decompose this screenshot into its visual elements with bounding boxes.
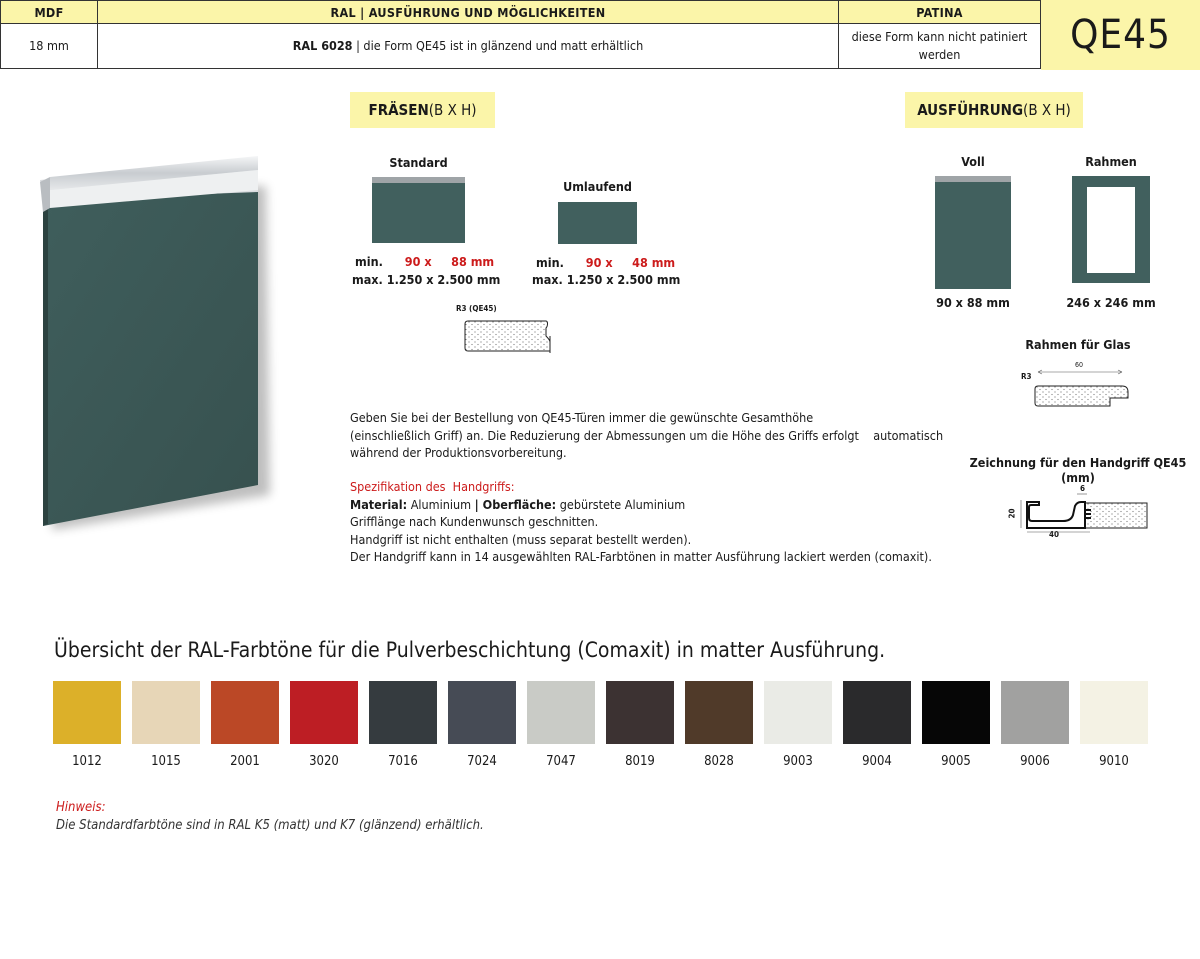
handgriff-d40: 40 bbox=[1049, 530, 1060, 539]
ral-swatch-label: 3020 bbox=[309, 754, 339, 769]
profile-drawing bbox=[462, 316, 557, 356]
ral-heading: Übersicht der RAL-Farbtöne für die Pulverbeschichtung (Comaxit) in matter Ausführung. bbox=[54, 638, 886, 662]
rahmen-label: Rahmen bbox=[1085, 154, 1137, 169]
spec-material-value: Aluminium bbox=[407, 496, 475, 512]
handgriff-drawing bbox=[1015, 488, 1150, 540]
ral-swatch-7047 bbox=[527, 681, 595, 744]
fraesen-title-rest: (B X H) bbox=[428, 101, 477, 119]
note-text: Die Standardfarbtöne sind in RAL K5 (matt) und K7 (glänzend) erhältlich. bbox=[56, 818, 484, 833]
ausfuehrung-title-bold: AUSFÜHRUNG bbox=[917, 101, 1024, 119]
rahmen-swatch bbox=[1072, 176, 1150, 283]
umlaufend-label: Umlaufend bbox=[563, 179, 632, 194]
product-code: QE45 bbox=[1041, 0, 1200, 70]
header-mdf: MDF bbox=[1, 1, 98, 24]
door-image bbox=[30, 150, 280, 550]
glas-dim: 60 bbox=[1075, 361, 1084, 369]
glas-drawing bbox=[1030, 366, 1135, 414]
umlaufend-max: max. 1.250 x 2.500 mm bbox=[532, 272, 681, 287]
standard-max: max. 1.250 x 2.500 mm bbox=[352, 272, 501, 287]
handgriff-d6: 6 bbox=[1080, 484, 1086, 493]
umlaufend-min-value: 90 x 48 mm bbox=[585, 255, 676, 270]
ral-swatch-label: 9005 bbox=[941, 754, 971, 769]
description-line-1: Geben Sie bei der Bestellung von QE45-Türen immer die gewünschte Gesamthöhe bbox=[350, 410, 814, 425]
ral-swatch-label: 7016 bbox=[388, 754, 418, 769]
ral-swatch-9006 bbox=[1001, 681, 1069, 744]
spec-table bbox=[0, 0, 1041, 69]
voll-size: 90 x 88 mm bbox=[936, 295, 1010, 310]
spec-surface-value: gebürstete Aluminium bbox=[556, 496, 686, 512]
ral-swatch-label: 8019 bbox=[625, 754, 655, 769]
standard-swatch bbox=[372, 177, 465, 243]
fraesen-title-bold: FRÄSEN bbox=[368, 101, 429, 119]
ral-swatch-label: 9004 bbox=[862, 754, 892, 769]
ral-swatch-label: 8028 bbox=[704, 754, 734, 769]
ral-swatch-label: 7047 bbox=[546, 754, 576, 769]
value-mdf: 18 mm bbox=[1, 24, 98, 69]
standard-label: Standard bbox=[389, 155, 448, 170]
ausfuehrung-title bbox=[905, 92, 1083, 128]
rahmen-size: 246 x 246 mm bbox=[1066, 295, 1156, 310]
ral-swatch-9010 bbox=[1080, 681, 1148, 744]
value-patina: diese Form kann nicht patiniert werden bbox=[839, 24, 1041, 69]
fraesen-title bbox=[350, 92, 495, 128]
note-title: Hinweis: bbox=[56, 800, 106, 815]
standard-min bbox=[355, 253, 494, 271]
spec-surface-label: Oberfläche: bbox=[482, 496, 557, 512]
ausfuehrung-title-rest: (B X H) bbox=[1023, 101, 1071, 119]
ral-swatch-label: 1015 bbox=[151, 754, 181, 769]
umlaufend-min-label: min. bbox=[536, 255, 564, 270]
ral-swatch-2001 bbox=[211, 681, 279, 744]
description-line-2: (einschließlich Griff) an. Die Reduzierung der Abmessungen um die Höhe des Griffs erfolgt automatisch bbox=[350, 427, 944, 443]
value-ral bbox=[98, 24, 839, 69]
spec-line-1 bbox=[350, 496, 932, 514]
voll-label: Voll bbox=[961, 154, 985, 169]
spec-material-label: Material: bbox=[350, 496, 408, 512]
ral-swatch-label: 7024 bbox=[467, 754, 497, 769]
spec-sep: | bbox=[474, 496, 483, 512]
ral-swatch-label: 2001 bbox=[230, 754, 260, 769]
ral-swatch-label: 9010 bbox=[1099, 754, 1129, 769]
header-patina: PATINA bbox=[839, 1, 1041, 24]
spec-line-3: Handgriff ist nicht enthalten (muss separat bestellt werden). bbox=[350, 531, 692, 547]
description bbox=[350, 409, 943, 462]
handgriff-label: Zeichnung für den Handgriff QE45 (mm) bbox=[969, 455, 1187, 485]
handle-spec bbox=[350, 478, 932, 566]
voll-swatch bbox=[935, 176, 1011, 289]
glas-label: Rahmen für Glas bbox=[1025, 337, 1131, 352]
ral-swatch-7024 bbox=[448, 681, 516, 744]
standard-min-value: 90 x 88 mm bbox=[404, 254, 495, 269]
umlaufend-min bbox=[536, 254, 675, 272]
ral-code: RAL 6028 bbox=[292, 38, 353, 53]
spec-line-2: Grifflänge nach Kundenwunsch geschnitten. bbox=[350, 514, 599, 529]
ral-swatch-8019 bbox=[606, 681, 674, 744]
ral-swatch-1015 bbox=[132, 681, 200, 744]
header-ral: RAL | AUSFÜHRUNG UND MÖGLICHKEITEN bbox=[98, 1, 839, 24]
standard-min-label: min. bbox=[355, 254, 383, 269]
ral-swatch-1012 bbox=[53, 681, 121, 744]
ral-swatch-3020 bbox=[290, 681, 358, 744]
spec-title: Spezifikation des Handgriffs: bbox=[350, 479, 515, 494]
handgriff-d20: 20 bbox=[1007, 508, 1017, 519]
glas-r3: R3 bbox=[1021, 372, 1032, 381]
spec-line-4: Der Handgriff kann in 14 ausgewählten RAL-Farbtönen in matter Ausführung lackiert werden (comaxit). bbox=[350, 549, 932, 564]
ral-swatch-label: 9006 bbox=[1020, 754, 1050, 769]
profile-label: R3 (QE45) bbox=[456, 304, 497, 313]
ral-swatch-9005 bbox=[922, 681, 990, 744]
ral-swatch-9003 bbox=[764, 681, 832, 744]
ral-swatch-label: 9003 bbox=[783, 754, 813, 769]
ral-swatch-label: 1012 bbox=[72, 754, 102, 769]
umlaufend-swatch bbox=[558, 202, 637, 244]
description-line-3: während der Produktionsvorbereitung. bbox=[350, 445, 567, 460]
ral-desc: | die Form QE45 ist in glänzend und matt erhältlich bbox=[352, 38, 644, 53]
ral-swatch-7016 bbox=[369, 681, 437, 744]
ral-swatch-8028 bbox=[685, 681, 753, 744]
ral-swatch-9004 bbox=[843, 681, 911, 744]
